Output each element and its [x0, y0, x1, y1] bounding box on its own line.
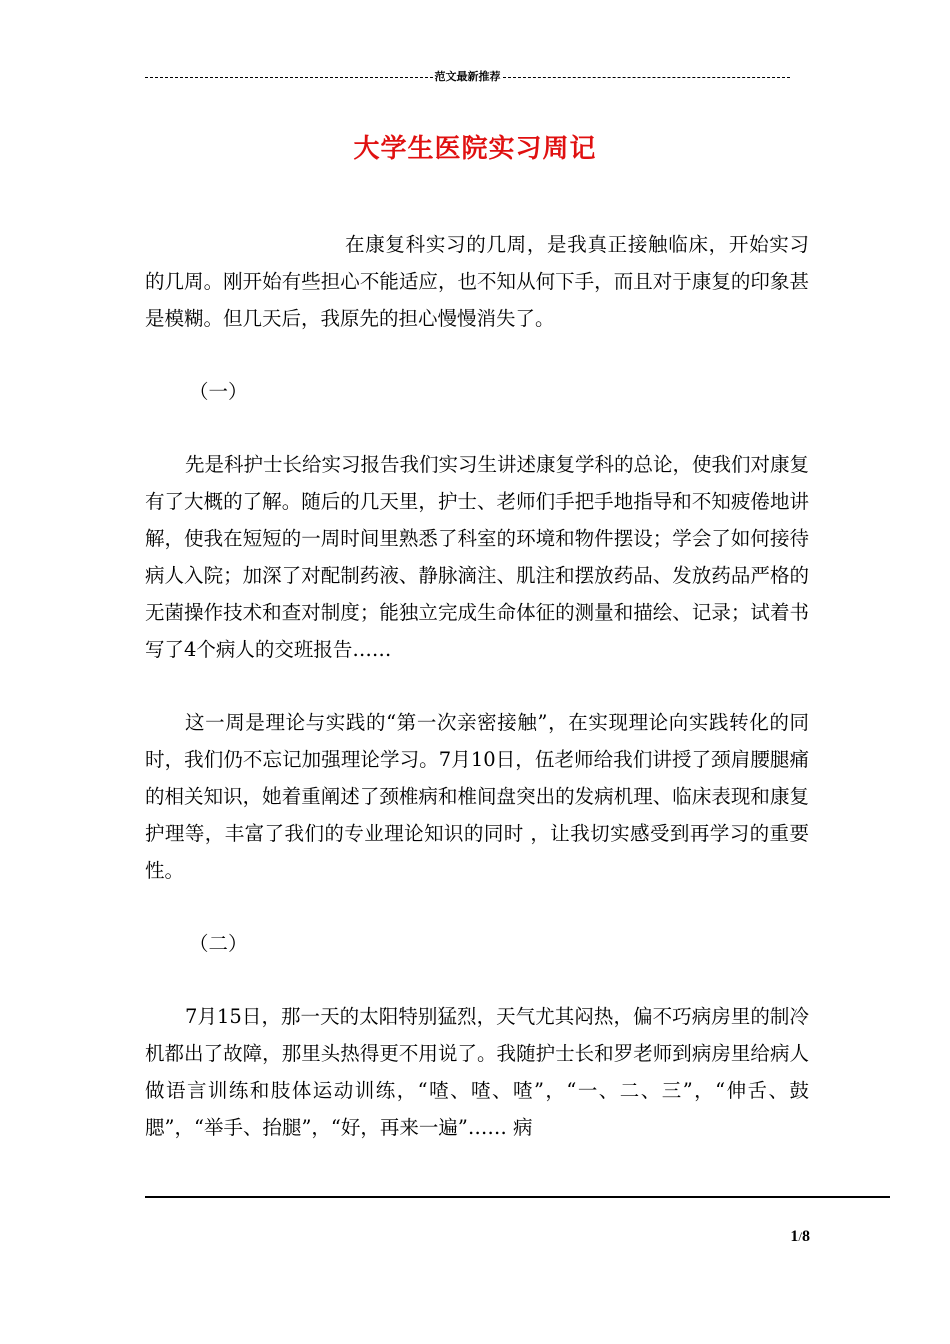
- section2-paragraph-1: 7月15日，那一天的太阳特别猛烈，天气尤其闷热，偏不巧病房里的制冷机都出了故障，那里头热得更不用说了。我随护士长和罗老师到病房里给病人做语言训练和肢体运动训练，“喳、喳、喳”，“一、二、三”，“伸舌、鼓腮”，“举手、抬腿”，“好，再来一遍”…… 病: [145, 1005, 809, 1139]
- section-heading-1: （一）: [189, 380, 248, 403]
- header-dash-left: [145, 77, 433, 78]
- intro-paragraph: 在康复科实习的几周，是我真正接触临床，开始实习的几周。刚开始有些担心不能适应，也不知从何下手，而且对于康复的印象甚是模糊。但几天后，我原先的担心慢慢消失了。: [145, 233, 809, 330]
- section1-paragraph-1: 先是科护士长给实习报告我们实习生讲述康复学科的总论，使我们对康复有了大概的了解。随后的几天里，护士、老师们手把手地指导和不知疲倦地讲解，使我在短短的一周时间里熟悉了科室的环境和物件摆设；学会了如何接待病人入院；加深了对配制药液、静脉滴注、肌注和摆放药品、发放药品严格的无菌操作技术和查对制度；能独立完成生命体征的测量和描绘、记录；试着书写了4个病人的交班报告……: [145, 453, 810, 661]
- page-current: 1: [790, 1228, 799, 1245]
- header-dash-right: [503, 77, 791, 78]
- section1-paragraph-2: 这一周是理论与实践的“第一次亲密接触”，在实现理论向实践转化的同时，我们仍不忘记加强理论学习。7月10日，伍老师给我们讲授了颈肩腰腿痛的相关知识，她着重阐述了颈椎病和椎间盘突出的发病机理、临床表现和康复护理等，丰富了我们的专业理论知识的同时 ，让我切实感受到再学习的重要性。: [145, 711, 809, 882]
- page-number: [750, 1228, 810, 1246]
- footer-rule: [145, 1196, 890, 1198]
- document-title: 大学生医院实习周记: [353, 134, 597, 164]
- header-text: 范文最新推荐: [434, 70, 501, 83]
- section-heading-2: （二）: [189, 932, 248, 955]
- page-separator: /: [798, 1229, 802, 1244]
- document-body: [145, 226, 809, 1146]
- page-total: 8: [802, 1228, 810, 1245]
- page-header: [145, 66, 790, 86]
